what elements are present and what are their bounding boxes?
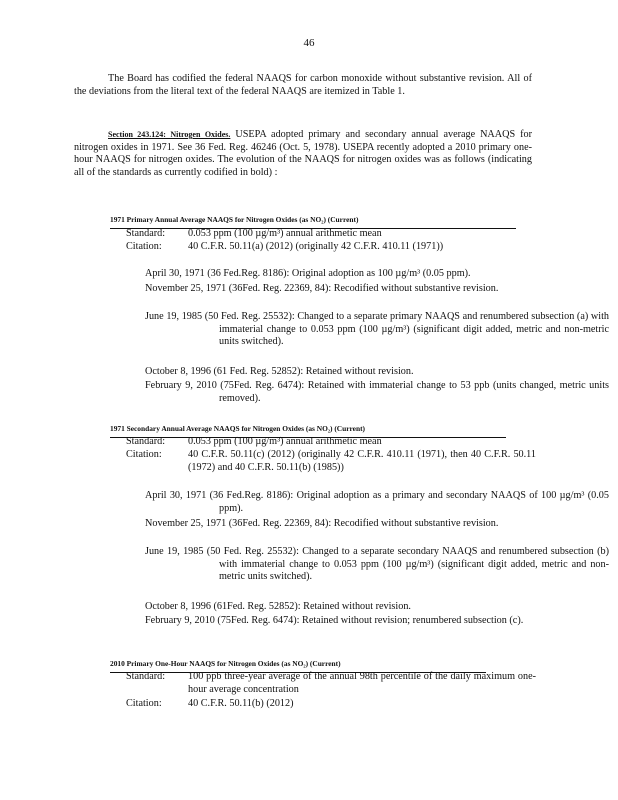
intro-paragraph: The Board has codified the federal NAAQS for carbon monoxide without substantive revision. All of the deviations from the literal text of the federal NAAQS are itemized in Table 1.	[74, 73, 532, 97]
history-entry: February 9, 2010 (75Fed. Reg. 6474): Retained with immaterial change to 53 ppb (units changed, metric units removed).	[145, 380, 609, 404]
standard-heading: 1971 Secondary Annual Average NAAQS for Nitrogen Oxides (as NO₂) (Current)	[110, 423, 506, 438]
history-entry: June 19, 1985 (50 Fed. Reg. 25532): Changed to a separate secondary NAAQS and renumbered subsection (b) with immaterial change to 0.053 ppm (100 µg/m³) (significant digit added, metric and non-metric units switched).	[145, 546, 609, 583]
history-entry: April 30, 1971 (36 Fed.Reg. 8186): Original adoption as a primary and secondary NAAQS of 100 µg/m³ (0.05 ppm).	[145, 490, 609, 514]
citation-row	[126, 241, 536, 254]
standard-label: Standard:	[126, 228, 166, 239]
standard-row	[126, 671, 536, 696]
history-entry: November 25, 1971 (36Fed. Reg. 22369, 84): Recodified without substantive revision.	[145, 283, 499, 294]
section-title: Section 243.124: Nitrogen Oxides.	[108, 130, 231, 139]
citation-label: Citation:	[126, 449, 162, 460]
history-entry: November 25, 1971 (36Fed. Reg. 22369, 84): Recodified without substantive revision.	[145, 518, 499, 529]
citation-value: 40 C.F.R. 50.11(a) (2012) (originally 42 C.F.R. 410.11 (1971))	[188, 241, 444, 252]
standard-label: Standard:	[126, 436, 166, 447]
page-number: 46	[303, 37, 315, 49]
citation-value: 40 C.F.R. 50.11(b) (2012)	[188, 698, 294, 709]
citation-row	[126, 698, 536, 711]
standard-row	[126, 436, 536, 449]
standard-value: 0.053 ppm (100 µg/m³) annual arithmetic mean	[188, 436, 382, 447]
citation-value: 40 C.F.R. 50.11(c) (2012) (originally 42 C.F.R. 410.11 (1971), then 40 C.F.R. 50.11 (1972) and 40 C.F.R. 50.11(b) (1985))	[188, 449, 536, 473]
section-paragraph	[74, 129, 532, 179]
citation-label: Citation:	[126, 698, 162, 709]
standard-heading: 2010 Primary One-Hour NAAQS for Nitrogen Oxides (as NO₂) (Current)	[110, 658, 486, 673]
citation-label: Citation:	[126, 241, 162, 252]
history-entry: October 8, 1996 (61Fed. Reg. 52852): Retained without revision.	[145, 601, 411, 612]
history-entry: June 19, 1985 (50 Fed. Reg. 25532): Changed to a separate primary NAAQS and renumbered subsection (a) with immaterial change to 0.053 ppm (100 µg/m³) (significant digit added, metric and non-metric units switched).	[145, 311, 609, 348]
section-body: USEPA adopted primary and secondary annual average NAAQS for nitrogen oxides in 1971. See 36 Fed. Reg. 46246 (Oct. 5, 1978). USEPA recently adopted a 2010 primary one-hour NAAQS for nitrogen oxides. The evolution of the NAAQS for nitrogen oxides was as follows (indicating all of the standards as currently codified in bold) :	[74, 129, 532, 178]
standard-row	[126, 228, 536, 241]
citation-row	[126, 449, 536, 474]
standard-value: 100 ppb three-year average of the annual 98th percentile of the daily maximum one-hour average concentration	[188, 671, 536, 695]
history-entry: February 9, 2010 (75Fed. Reg. 6474): Retained without revision; renumbered subsection (c).	[145, 615, 524, 626]
history-entry: October 8, 1996 (61 Fed. Reg. 52852): Retained without revision.	[145, 366, 414, 377]
standard-label: Standard:	[126, 671, 166, 682]
history-entry: April 30, 1971 (36 Fed.Reg. 8186): Original adoption as 100 µg/m³ (0.05 ppm).	[145, 268, 471, 279]
standard-heading: 1971 Primary Annual Average NAAQS for Nitrogen Oxides (as NO₂) (Current)	[110, 214, 516, 229]
standard-value: 0.053 ppm (100 µg/m³) annual arithmetic mean	[188, 228, 382, 239]
